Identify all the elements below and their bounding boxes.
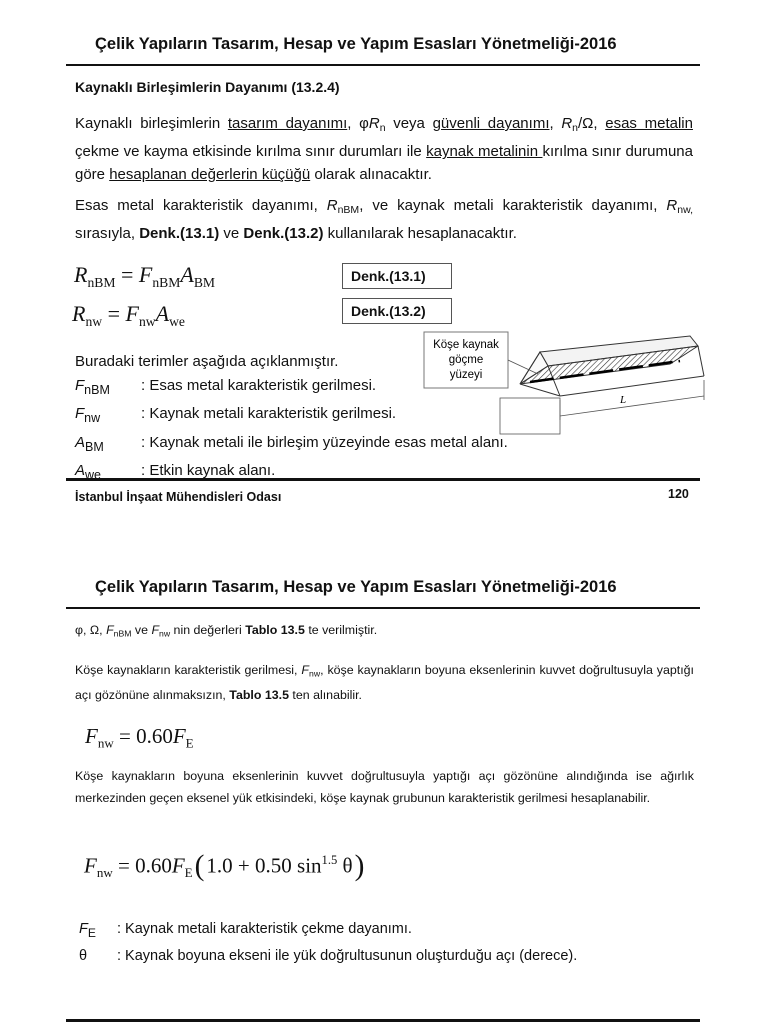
page1-paragraph-1: Kaynaklı birleşimlerin tasarım dayanımı, $\varphi R_n$ veya güvenli dayanımı, $R_n/\Omega$, esas metalin çekme ve kayma etkisinde kırılma sınır durumları ile kaynak metalinin kırılma sınır durumuna göre hesaplanan değerlerin küçüğü olarak alınacaktır.: [75, 115, 693, 184]
page1-header: Çelik Yapıların Tasarım, Hesap ve Yapım Esasları Yönetmeliği-2016: [95, 35, 617, 53]
term-row: $F_{nBM}$ : Esas metal karakteristik gerilmesi.: [75, 376, 377, 397]
figure-dimension-label: L: [620, 394, 627, 406]
equation-13-2-label: Denk.(13.2): [342, 298, 452, 324]
term-row: θ : Kaynak boyuna ekseni ile yük doğrultusunun oluşturduğu açı (derece).: [79, 948, 578, 965]
page2-terms: [79, 918, 679, 969]
terms-intro: Buradaki terimler aşağıda açıklanmıştır.: [75, 353, 339, 370]
term-row: $A_{BM}$ : Kaynak metali ile birleşim yüzeyinde esas metal alanı.: [75, 433, 508, 454]
page2-header: Çelik Yapıların Tasarım, Hesap ve Yapım Esasları Yönetmeliği-2016: [95, 578, 617, 596]
page2-paragraph-2: Köşe kaynakların karakteristik gerilmesi, $F_{nw}$, köşe kaynakların boyuna eksenlerinin kuvvet doğrultusuyla yaptığı açı gözönüne alınmaksızın, Tablo 13.5 ten alınabilir.: [75, 663, 694, 703]
page2-header-rule: [66, 607, 700, 609]
page2-footer-rule: [66, 1019, 700, 1022]
figure-callout-line3: yüzeyi: [449, 369, 483, 381]
page1-footer-rule: [66, 478, 700, 481]
figure-callout-line1: Köşe kaynak: [433, 339, 499, 351]
equation-13-1-label: Denk.(13.1): [342, 263, 452, 289]
page2-paragraph-1: φ, Ω, $F_{nBM}$ ve $F_{nw}$ nin değerleri Tablo 13.5 te verilmiştir.: [75, 623, 378, 639]
page1-header-rule: [66, 64, 700, 66]
page1-paragraph-2: Esas metal karakteristik dayanımı, $R_{nBM}$, ve kaynak metali karakteristik dayanımı, $R_{nw,}$ sırasıyla, Denk.(13.1) ve Denk.(13.2) kullanılarak hesaplanacaktır.: [75, 197, 693, 243]
equation-fnw-basic: $F_{nw} = 0.60F_E$: [85, 724, 194, 751]
page-number: 120: [668, 487, 689, 501]
term-row: $F_E$ : Kaynak metali karakteristik çekme dayanımı.: [79, 921, 412, 940]
equation-13-1: $R_{nBM} = F_{nBM}A_{BM}$: [74, 262, 216, 290]
section-title: Kaynaklı Birleşimlerin Dayanımı (13.2.4): [75, 79, 340, 95]
page1-terms: [75, 350, 635, 488]
term-row: $F_{nw}$ : Kaynak metali karakteristik gerilmesi.: [75, 405, 397, 425]
equation-13-2: $R_{nw} = F_{nw}A_{we}$: [72, 301, 185, 329]
term-row: $A_{we}$ : Etkin kaynak alanı.: [75, 462, 276, 482]
footer-organization: İstanbul İnşaat Mühendisleri Odası: [75, 490, 282, 504]
equation-fnw-angle: $F_{nw} = 0.60F_E(1.0 + 0.50$ $\sin^{1.5} \theta$): [84, 850, 365, 882]
page2-paragraph-3: Köşe kaynakların boyuna eksenlerinin kuvvet doğrultusuyla yaptığı açı gözönüne alındığında ise ağırlık merkezinden geçen eksenel yük etkisindeki, köşe kaynak grubunun karakteristik gerilmesi hesaplanabilir.: [75, 769, 694, 805]
figure-callout-line2: göçme: [448, 354, 484, 366]
